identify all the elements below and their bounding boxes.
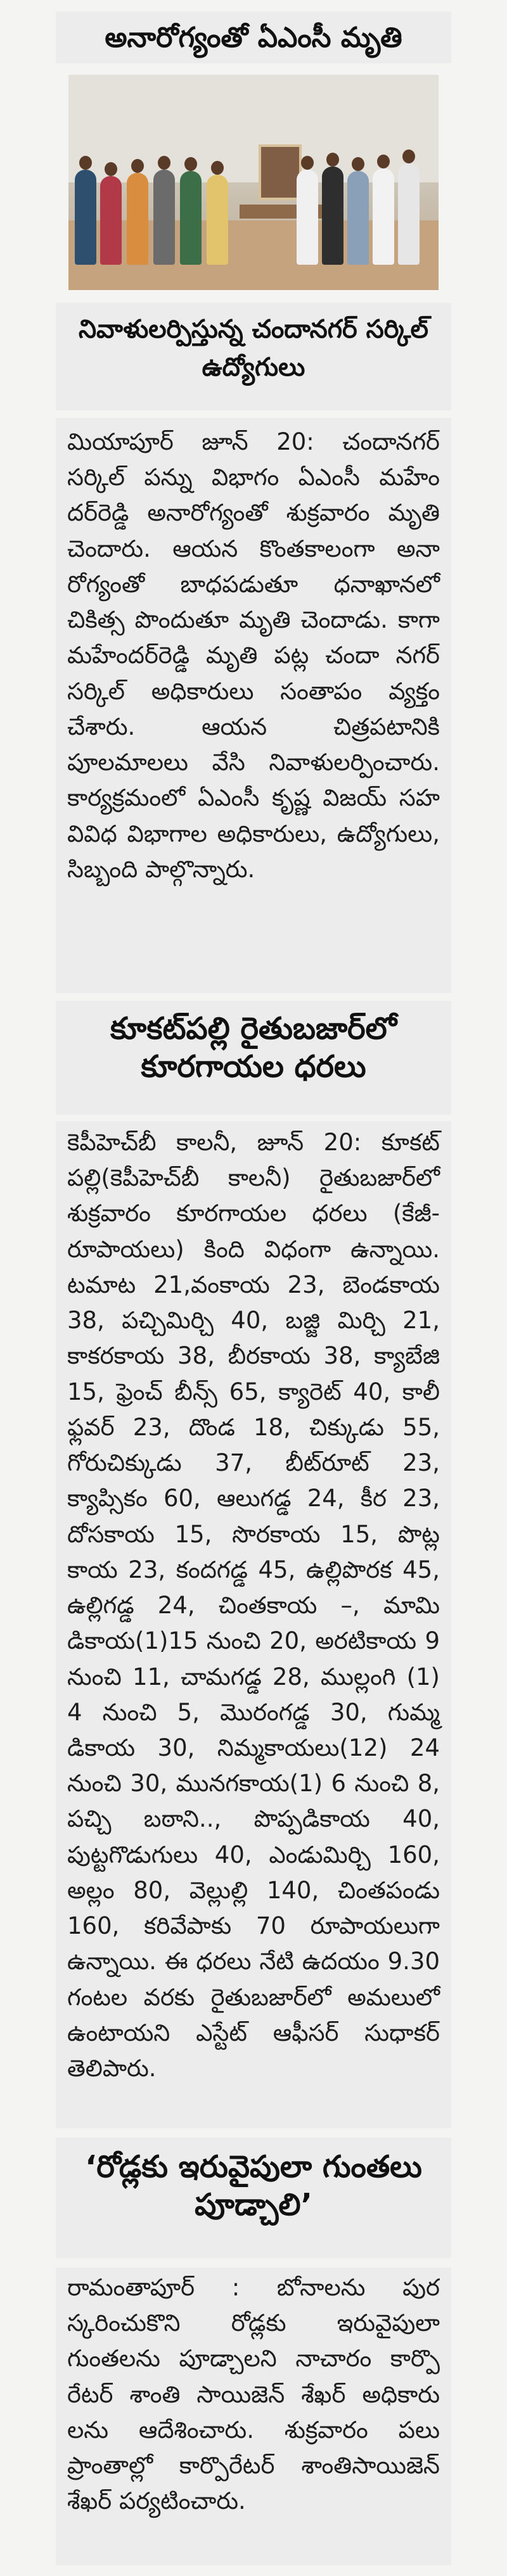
article1-headline: అనారోగ్యంతో ఏఎంసీ మృతి (56, 11, 451, 63)
article3-body: రామంతాపూర్ : బోనాలను పుర స్కరించుకొని రోడ్లకు ఇరువైపులా గుంతలను పూడ్చాలని నాచారం కార్పొ రేటర్ శాంతి సాయిజెన్ శేఖర్ అధికారు లను ఆదేశించారు. శుక్రవారం పలు ప్రాంతాల్లో కార్పొరేటర్ శాంతిసాయిజెన్ శేఖర్ పర్యటించారు. (56, 2268, 451, 2565)
article3-headline: ‘రోడ్లకు ఇరువైపులా గుంతలు పూడ్చాలి’ (56, 2138, 451, 2258)
photo-caption: నివాళులర్పిస్తున్న చందానగర్ సర్కిల్ ఉద్యోగులు (56, 303, 451, 410)
article2-body: కెపీహెచ్‌బీ కాలనీ, జూన్ 20: కూకట్ పల్లి(కెపీహెచ్‌బీ కాలనీ) రైతుబజార్‌లో శుక్రవారం కూరగాయల ధరలు (కేజీ-రూపాయలు) కింది విధంగా ఉన్నాయి. టమాట 21,వంకాయ 23, బెండకాయ 38, పచ్చిమిర్చి 40, బజ్జి మిర్చి 21, కాకరకాయ 38, బీరకాయ 38, క్యాబేజి 15, ఫ్రెంచ్ బీన్స్ 65, క్యారెట్ 40, కాలీ ఫ్లవర్ 23, దొండ 18, చిక్కుడు 55, గోరుచిక్కుడు 37, బీట్‌రూట్ 23, క్యాప్సికం 60, ఆలుగడ్డ 24, కీర 23, దోసకాయ 15, సొరకాయ 15, పొట్ల కాయ 23, కందగడ్డ 45, ఉల్లిపొరక 45, ఉల్లిగడ్డ 24, చింతకాయ –, మామి డికాయ(1)15 నుంచి 20, అరటికాయ 9 నుంచి 11, చామగడ్డ 28, ముల్లంగి (1) 4 నుంచి 5, మొరంగడ్డ 30, గుమ్మ డికాయ 30, నిమ్మకాయలు(12) 24 నుంచి 30, మునగకాయ(1) 6 నుంచి 8, పచ్చి బఠాని.., పొప్పడికాయ 40, పుట్టగొడుగులు 40, ఎండుమిర్చి 160, అల్లం 80, వెల్లుల్లి 140, చింతపండు 160, కరివేపాకు 70 రూపాయలుగా ఉన్నాయి. ఈ ధరలు నేటి ఉదయం 9.30 గంటల వరకు రైతుబజార్‌లో అమలులో ఉంటాయని ఎస్టేట్ ఆఫీసర్ సుధాకర్ తెలిపారు. (56, 1121, 451, 2128)
portrait-frame (259, 144, 302, 200)
article2-headline: కూకట్‌పల్లి రైతుబజార్‌లో కూరగాయల ధరలు (56, 1001, 451, 1115)
news-photo (68, 75, 439, 290)
article1-body: మియాపూర్ జూన్ 20: చందానగర్ సర్కిల్ పన్ను విభాగం ఏఎంసీ మహేం దర్‌రెడ్డి అనారోగ్యంతో శుక్రవారం మృతి చెందారు. ఆయన కొంతకాలంగా అనా రోగ్యంతో బాధపడుతూ ధనాఖానలో చికిత్స పొందుతూ మృతి చెందాడు. కాగా మహేందర్‌రెడ్డి మృతి పట్ల చందా నగర్ సర్కిల్ అధికారులు సంతాపం వ్యక్తం చేశారు. ఆయన చిత్రపటానికి పూలమాలలు వేసి నివాళులర్పించారు. కార్యక్రమంలో ఏఎంసీ కృష్ణ విజయ్ సహ వివిధ విభాగాల అధికారులు, ఉద్యోగులు, సిబ్బంది పాల్గొన్నారు. (56, 418, 451, 993)
